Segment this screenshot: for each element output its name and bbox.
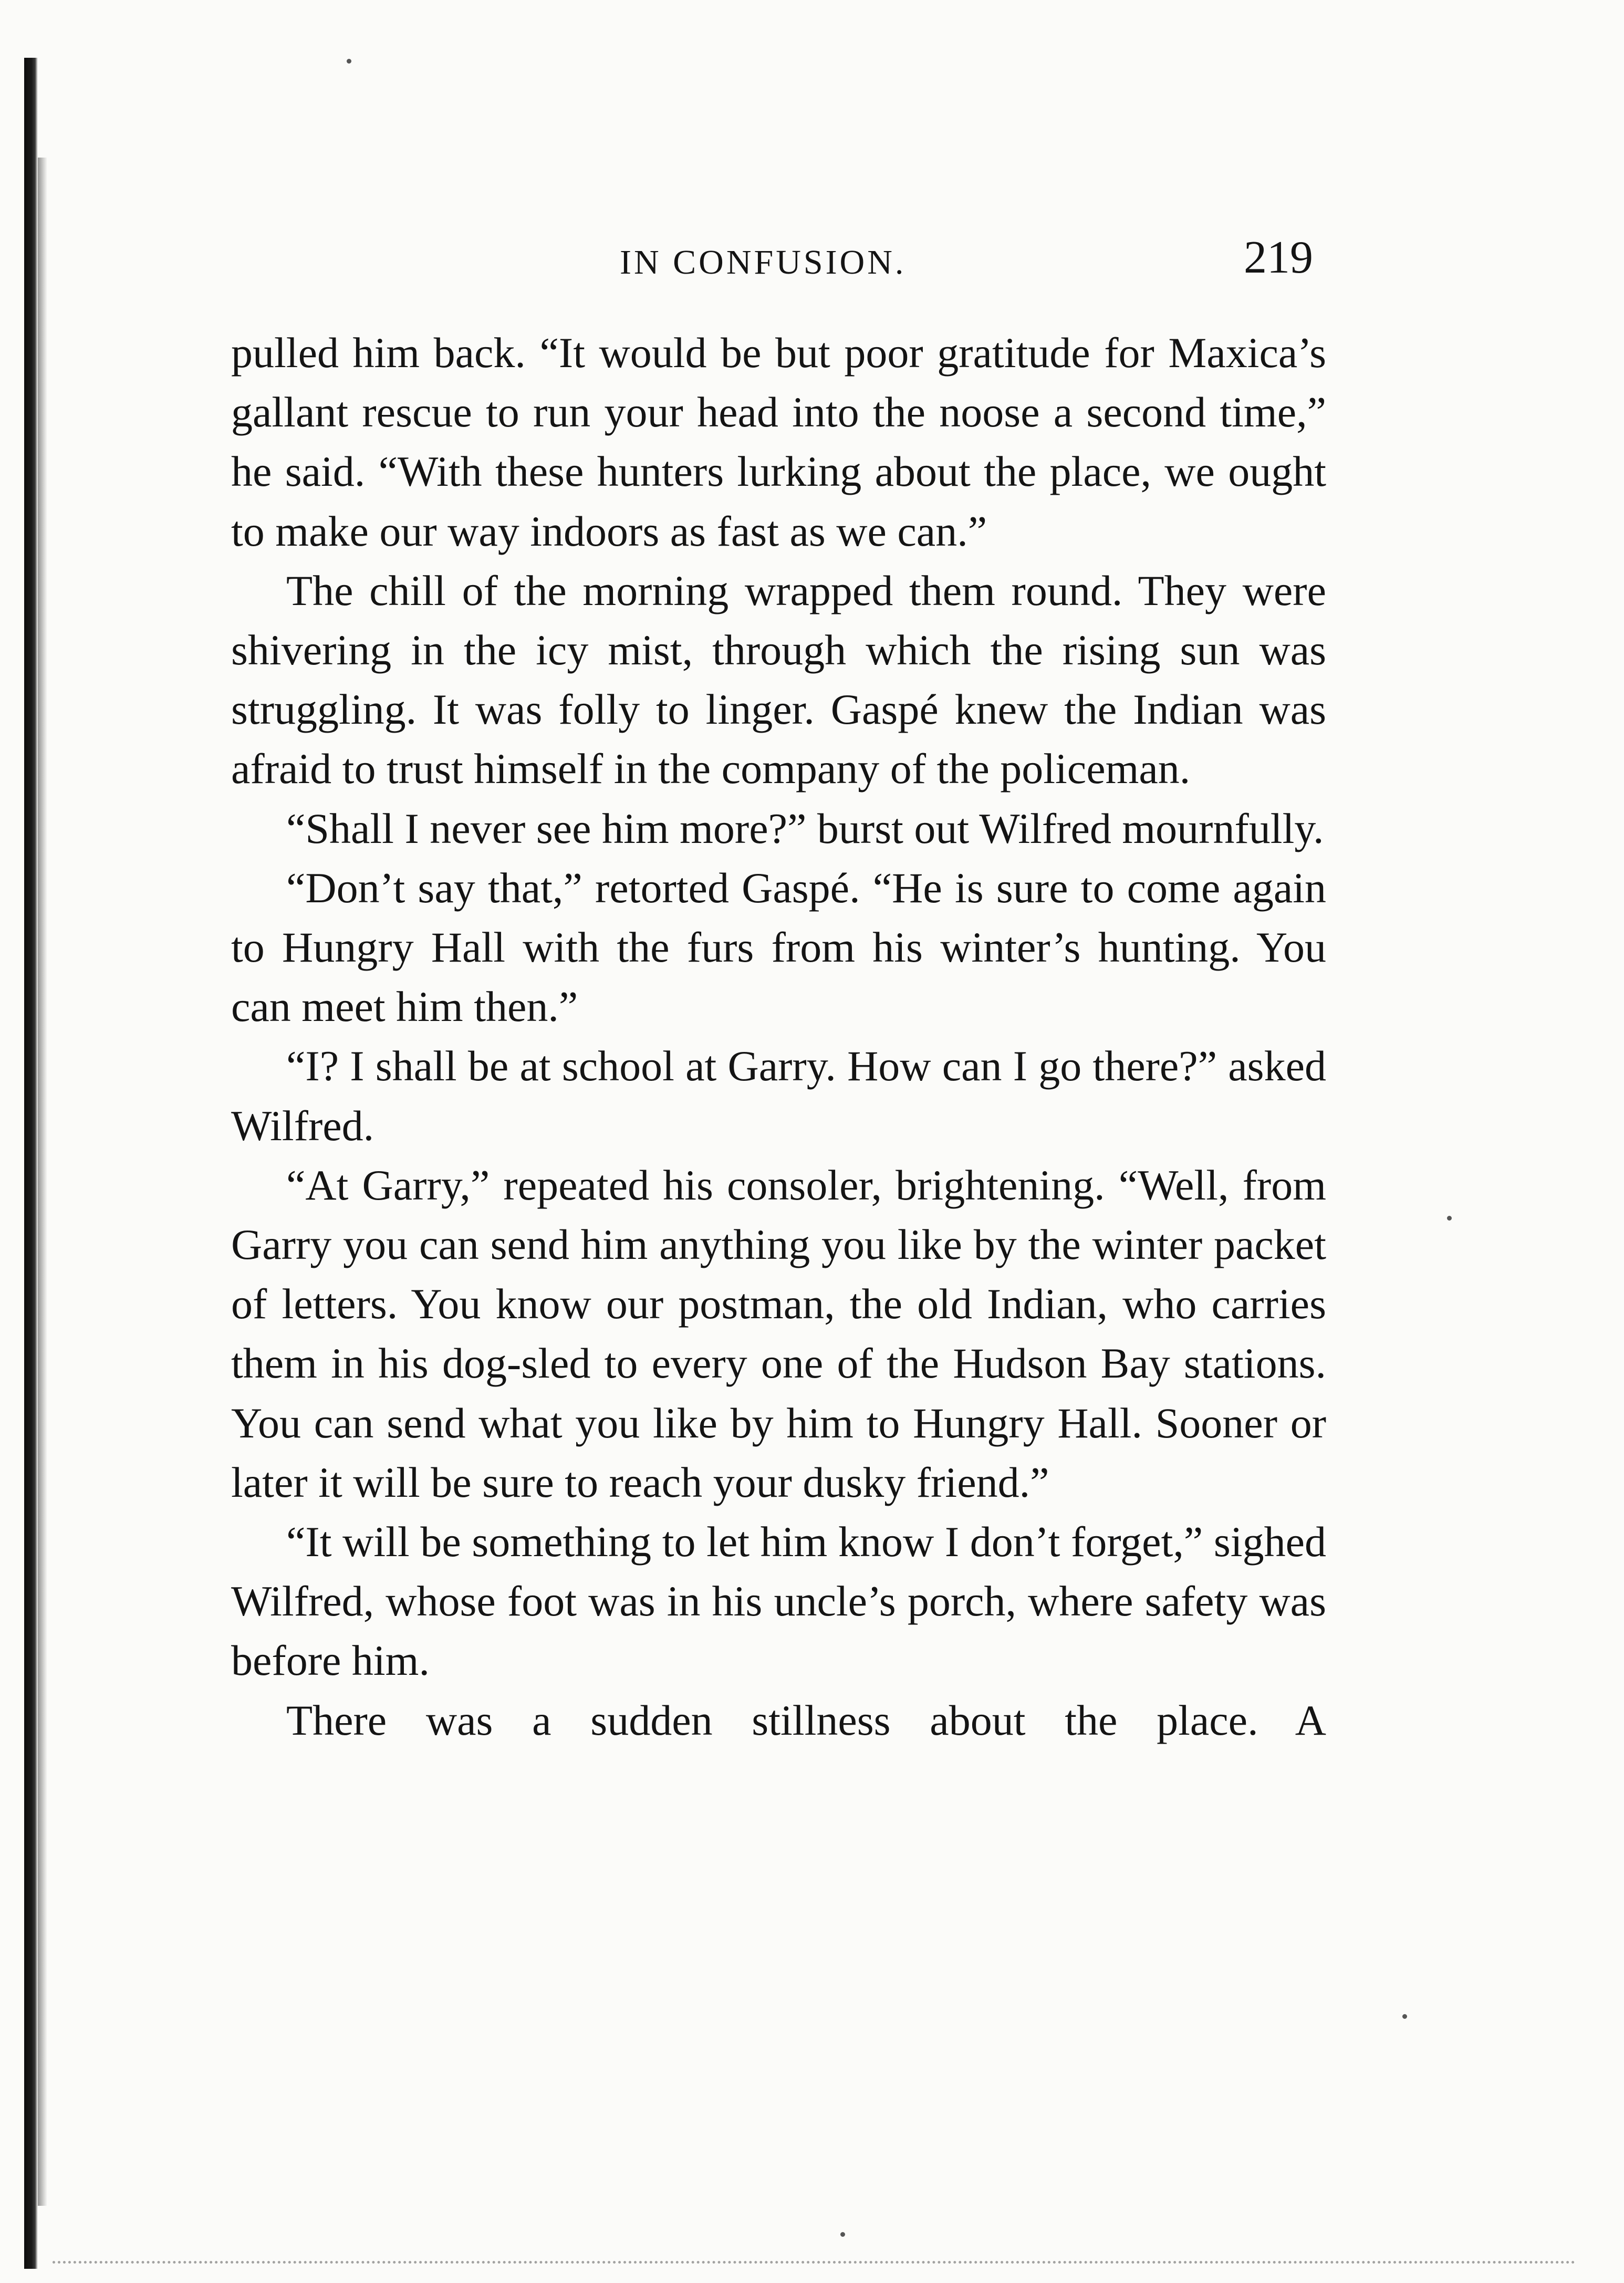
- page-header: [231, 231, 1313, 289]
- scan-speck: [1447, 1216, 1452, 1221]
- page-number: 219: [1244, 232, 1313, 283]
- paragraph: “Don’t say that,” retorted Gaspé. “He is sure to come again to Hungry Hall with the furs from his winter’s hunting. You can meet him then.”: [231, 863, 1326, 1031]
- paragraph: “I? I shall be at school at Garry. How can I go there?” asked Wilfred.: [231, 1042, 1326, 1150]
- binding-edge: [24, 58, 38, 2269]
- paragraph: “Shall I never see him more?” burst out Wilfred mournfully.: [286, 804, 1324, 852]
- running-head: IN CONFUSION.: [620, 243, 907, 282]
- paragraph: There was a sudden stillness about the place. A: [286, 1696, 1326, 1744]
- scan-speck: [347, 59, 351, 64]
- scan-speck: [840, 2232, 845, 2237]
- binding-shadow: [38, 158, 47, 2206]
- scan-speck: [1402, 2014, 1407, 2019]
- paragraph: pulled him back. “It would be but poor gratitude for Maxica’s gallant rescue to run your head into the noose a second time,” he said. “With these hunters lurking about the place, we ought to make our way indoors as fast as we can.”: [231, 329, 1326, 555]
- paragraph: The chill of the morning wrapped them round. They were shivering in the icy mist, through which the rising sun was struggling. It was folly to linger. Gaspé knew the Indian was afraid to trust himself in the company of the policeman.: [231, 566, 1326, 793]
- body-text: [231, 323, 1326, 1750]
- paragraph: “At Garry,” repeated his consoler, brightening. “Well, from Garry you can send him anything you like by the winter packet of letters. You know our postman, the old Indian, who carries them in his dog-sled to every one of the Hudson Bay stations. You can send what you like by him to Hungry Hall. Sooner or later it will be sure to reach your dusky friend.”: [231, 1161, 1326, 1506]
- scan-bottom-edge: [53, 2261, 1576, 2264]
- paragraph: “It will be something to let him know I don’t forget,” sighed Wilfred, whose foot was in his uncle’s porch, where safety was before him.: [231, 1518, 1326, 1685]
